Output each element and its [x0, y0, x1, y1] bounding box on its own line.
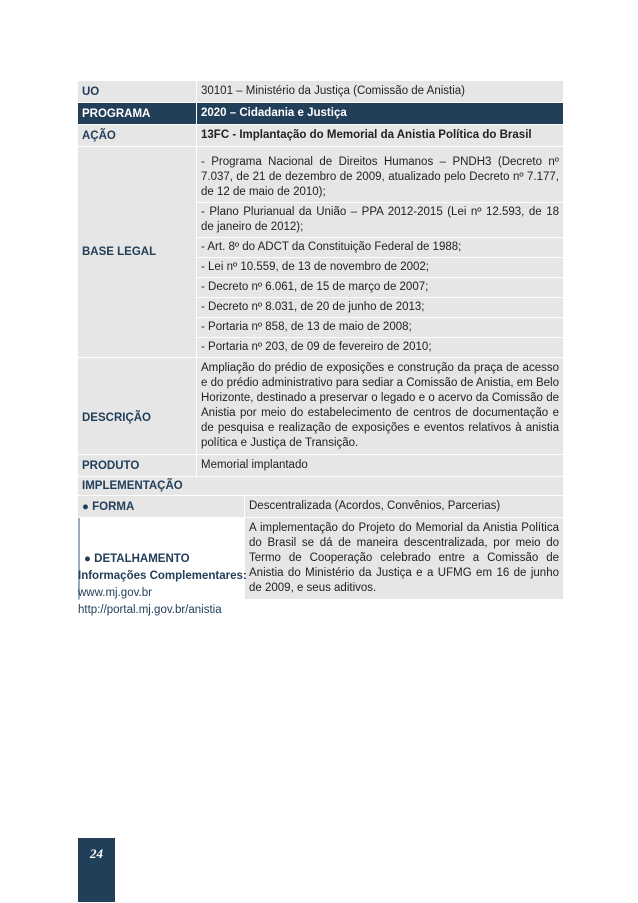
row-label: PROGRAMA — [82, 107, 151, 120]
row-value: Descentralizada (Acordos, Convênios, Parcerias) — [244, 496, 563, 518]
row-uo — [78, 81, 563, 103]
row-label: ● DETALHAMENTO — [78, 518, 244, 600]
list-item: - Portaria nº 858, de 13 de maio de 2008; — [197, 318, 563, 338]
info-title: Informações Complementares: — [78, 570, 247, 582]
row-label: UO — [82, 85, 100, 98]
row-base-legal — [78, 147, 563, 358]
row-descricao — [78, 358, 563, 455]
row-label: AÇÃO — [82, 129, 116, 142]
base-legal-list — [196, 147, 563, 357]
row-acao — [78, 125, 563, 147]
row-label: ● FORMA — [78, 496, 244, 518]
row-value: 2020 – Cidadania e Justiça — [196, 103, 563, 124]
page-number: 24 — [78, 838, 115, 902]
row-value: 30101 – Ministério da Justiça (Comissão de Anistia) — [196, 81, 563, 102]
link-mj[interactable]: www.mj.gov.br — [78, 587, 152, 599]
row-forma — [78, 496, 563, 518]
row-label: IMPLEMENTAÇÃO — [82, 480, 183, 492]
row-label: DESCRIÇÃO — [82, 412, 152, 424]
list-item: - Decreto nº 6.061, de 15 de março de 2007; — [197, 278, 563, 298]
row-implementacao — [78, 477, 563, 496]
row-produto — [78, 455, 563, 477]
row-label: PRODUTO — [82, 459, 140, 472]
row-label: BASE LEGAL — [82, 246, 157, 258]
list-item: - Programa Nacional de Direitos Humanos – PNDH3 (Decreto nº 7.037, de 21 de dezembro de 2009, atualizado pelo Decreto nº 7.177, de 12 de maio de 2010); — [197, 147, 563, 203]
row-value: Ampliação do prédio de exposições e construção da praça de acesso e do prédio administrativo para sediar a Comissão de Anistia, em Belo Horizonte, destinado a preservar o legado e o acervo da Comissão de Anistia por meio do estabelecimento de centros de documentação e de pesquisa e realização de exposições e eventos relativos à anistia política e Justiça de Transição. — [196, 358, 563, 454]
row-programa — [78, 103, 563, 125]
list-item: - Portaria nº 203, de 09 de fevereiro de 2010; — [201, 341, 432, 353]
list-item: - Art. 8º do ADCT da Constituição Federal de 1988; — [197, 238, 563, 258]
link-anistia[interactable]: http://portal.mj.gov.br/anistia — [78, 604, 222, 616]
list-item: - Plano Plurianual da União – PPA 2012-2015 (Lei nº 12.593, de 18 de janeiro de 2012); — [197, 203, 563, 238]
action-table — [78, 81, 563, 600]
list-item: - Decreto nº 8.031, de 20 de junho de 2013; — [197, 298, 563, 318]
list-item: - Lei nº 10.559, de 13 de novembro de 2002; — [197, 258, 563, 278]
row-value: Memorial implantado — [196, 455, 563, 476]
complementary-info — [78, 568, 247, 619]
row-value: A implementação do Projeto do Memorial da Anistia Política do Brasil se dá de maneira descentralizada, por meio do Termo de Cooperação celebrado entre a Comissão de Anistia do Ministério da Justiça e a UFMG em 16 de junho de 2009, e seus aditivos. — [244, 518, 563, 600]
row-value: 13FC - Implantação do Memorial da Anistia Política do Brasil — [196, 125, 563, 146]
